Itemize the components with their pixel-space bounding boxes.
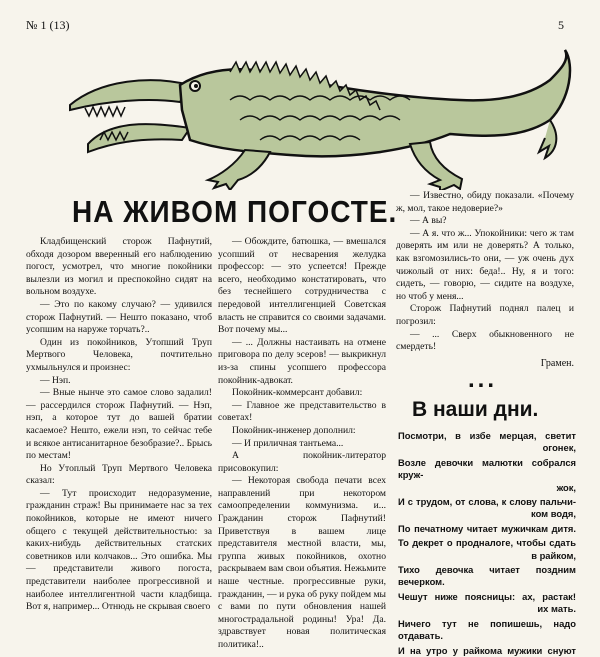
paragraph: Покойник-коммерсант добавил: <box>232 387 363 399</box>
poem-line: Чешут ниже поясницы: ах, растак! <box>398 590 576 602</box>
paragraph: Сторож Пафнутий поднял палец и погрозил: <box>396 303 574 327</box>
poem-body <box>398 430 576 657</box>
poem-line-continuation: жок, <box>556 481 576 493</box>
poem-line: Посмотри, в избе мерцая, светит <box>398 430 576 441</box>
poem-line-continuation: их мать. <box>537 603 576 615</box>
paragraph: А покойник-литератор присовокупил: <box>218 450 386 474</box>
paragraph: — И приличная тантьема... <box>232 437 344 449</box>
paragraph: Один из покойников, Утопший Труп Мертвого Человека, почтительно ухмыльнулся и произнес: <box>26 336 212 373</box>
paragraph: — Это по какому случаю? — удивился сторож Пафнутий. — Нешто показано, чтоб усопшим на наруже торчать?.. <box>26 298 212 336</box>
page-number: 5 <box>558 18 564 32</box>
poem-line-continuation: в райком, <box>531 549 576 561</box>
paragraph: — Обождите, батюшка, — вмешался усопший от несварения желудка профессор: — это успеется! Прежде всего, необходимо констатировать, что без теснейшего сотрудничества с передовой интеллигенцией Советская власть не справится со своими задачами. Вот почему мы... <box>218 236 386 336</box>
croc-upper-jaw <box>70 80 190 110</box>
poem-line: Ничего тут не попишешь, надо отдавать. <box>398 617 576 642</box>
paragraph: — Вные нынче это самое слово задалил! — рассердился сторож Пафнутий. — Нэп, нэп, а которое тут до вашей братии касаемое? Нешто, ежели нэп, то сейчас тебе и всякое антисанитарное безобразие?.. Брысь по местам! <box>26 387 212 462</box>
poem-line: Тихо девочка читает поздним вечерком. <box>398 564 576 588</box>
paragraph: — ... Сверх обыкновенного не смердеть! <box>396 328 574 353</box>
poem-line: То декрет о продналоге, чтобы сдать <box>398 537 576 549</box>
poem-line: Возле девочки малютки собрался круж- <box>398 456 576 481</box>
crocodile-illustration <box>30 40 575 190</box>
section-separator: ... <box>468 366 498 393</box>
poem-line-continuation: огонек, <box>542 442 576 454</box>
paragraph: Кладбищенский сторож Пафнутий, обходя дозором вверенный его наблюдению погост, усмотрел, что многие покойники вылезли из могил и преспокойно сидят на вольном воздухе. <box>26 236 212 298</box>
croc-back-leg <box>410 142 462 190</box>
paragraph: — ... Должны настаивать на отмене приговора по делу эсеров! — выкрикнул из-за спины усопшего профессора покойник-адвокат. <box>218 336 386 386</box>
issue-number: № 1 (13) <box>26 18 70 32</box>
paragraph: — Известно, обиду показали. «Почему ж, мол, такое недоверие?» <box>396 190 574 214</box>
poem-line-continuation: ком водя, <box>531 508 576 520</box>
article-column-3 <box>396 190 574 370</box>
paragraph: — А вы? <box>410 215 447 227</box>
paragraph: — Главное же представительство в советах! <box>218 399 386 424</box>
article-title: НА ЖИВОМ ПОГОСТЕ. <box>72 194 398 229</box>
croc-front-leg <box>208 150 270 190</box>
paragraph: — Тут происходит недоразумение, гражданин страж! Вы принимаете нас за тех покойников, которые не имеют ничего общего с текущей действительностью: за каких-нибудь действительных статских советников или колчаков... Это ошибка. Мы — представители живого погоста, представители наиболее прогрессивной и наиболее интеллигентной части кладбища. Вот я, например... Отнюдь не скрывая своего <box>26 487 212 613</box>
paragraph: — А я. что ж... Упокойники: чего ж там доверять им или не доверять? А только, как взгомозились-то они, — уж очень дух чижолый от них: беда!.. Ну, я и того: сидеть, — говорю, — сидите на воздухе, но чтоб у меня... <box>396 227 574 302</box>
paragraph: Но Утоплый Труп Мертвого Человека сказал: <box>26 462 212 487</box>
poem-line: И на утро у райкома мужики снуют <box>398 644 576 656</box>
paragraph: — Нэп. <box>40 374 71 386</box>
paragraph: — Некоторая свобода печати всех направлений при некотором самоопределении коммунизма. и... Гражданин сторож Пафнутий! Приветствуя в вашем лице представителя местной власти, мы, группа живых покойников, охотно раскрываем вам свои объятия. Нежьмите наше честные. прогрессивные руки, гражданин, — и рука об руку пойдем мы с вами по пути обновления нашей многострадальной родины! Ура! Да. здравствует новая политическая политика!.. <box>218 475 386 650</box>
paragraph: Покойник-инженер дополнил: <box>232 424 356 436</box>
poem-line: И с трудом, от слова, к слову пальчи- <box>398 496 576 508</box>
article-column-2 <box>218 236 386 652</box>
croc-lower-jaw <box>88 124 190 152</box>
author-signature: Грамен. <box>540 357 574 369</box>
poem-title: В наши дни. <box>412 398 539 421</box>
article-column-1 <box>26 236 212 614</box>
poem-line: По печатному читает мужичкам дитя. <box>398 522 576 534</box>
